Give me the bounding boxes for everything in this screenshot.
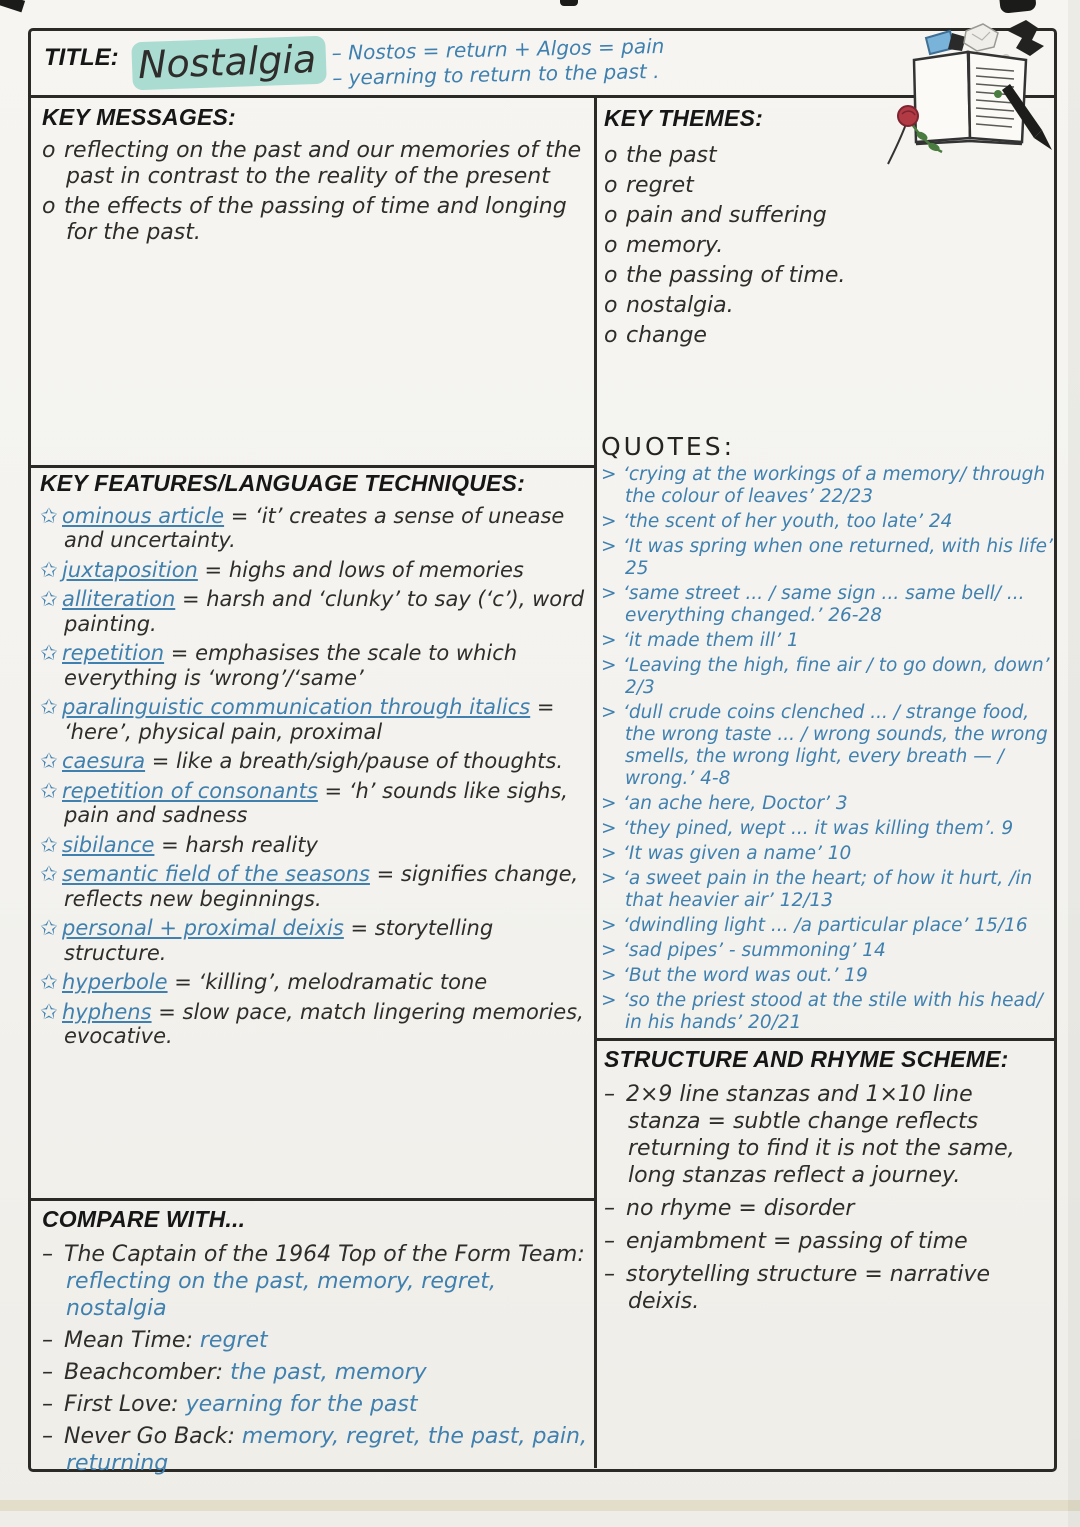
chevron-bullet-icon: >	[601, 511, 617, 532]
poem-title: Nostalgia	[131, 37, 327, 88]
quote-item: > ‘so the priest stood at the stile with his head/ in his hands’ 20/21	[601, 990, 1043, 1033]
feature-item: ✩ alliteration = harsh and ‘clunky’ to say (‘c’), word painting.	[40, 587, 585, 636]
feature-item: ✩ hyperbole = ‘killing’, melodramatic tone	[40, 970, 488, 994]
list-item: – storytelling structure = narrative deixis.	[604, 1262, 991, 1314]
quote-item: > ‘they pined, wept ... it was killing them’. 9	[601, 818, 1014, 839]
feature-item: ✩ caesura = like a breath/sigh/pause of thoughts.	[40, 749, 564, 773]
star-bullet-icon: ✩	[40, 503, 58, 528]
quote-item: > ‘crying at the workings of a memory/ through the colour of leaves’ 22/23	[601, 464, 1046, 507]
list-item: o reflecting on the past and our memories of the past in contrast to the reality of the present	[42, 138, 582, 189]
quote-item: > ‘sad pipes’ - summoning’ 14	[601, 940, 886, 961]
star-bullet-icon: ✩	[40, 557, 58, 582]
feature-item: ✩ paralinguistic communication through italics = ‘here’, physical pain, proximal	[40, 695, 555, 744]
quotes-section	[601, 432, 1053, 1037]
dash-bullet-icon: –	[42, 1242, 53, 1267]
key-messages-heading: KEY MESSAGES:	[42, 104, 236, 130]
structure-section	[604, 1046, 1046, 1321]
list-item: o change	[604, 323, 707, 348]
scan-artifact	[999, 0, 1036, 14]
star-bullet-icon: ✩	[40, 587, 58, 611]
star-bullet-icon: ✩	[40, 999, 58, 1024]
quote-item: > ‘It was given a name’ 10	[601, 843, 852, 864]
key-messages-list	[42, 138, 590, 246]
quote-item: > ‘a sweet pain in the heart; of how it hurt, /in that heavier air’ 12/13	[601, 868, 1033, 911]
key-themes-heading: KEY THEMES:	[604, 105, 763, 131]
feature-item: ✩ hyphens = slow pace, match lingering memories, evocative.	[40, 999, 584, 1048]
dash-bullet-icon: –	[42, 1392, 53, 1417]
circle-bullet-icon: o	[604, 263, 618, 288]
title-section	[44, 33, 1004, 98]
feature-item: ✩ semantic field of the seasons = signifies change, reflects new beginnings.	[40, 862, 579, 911]
dash-bullet-icon: –	[604, 1229, 615, 1254]
column-divider-line	[594, 95, 597, 1468]
compare-section	[42, 1206, 592, 1482]
star-bullet-icon: ✩	[40, 862, 58, 886]
chevron-bullet-icon: >	[601, 965, 617, 986]
feature-item: ✩ ominous article = ‘it’ creates a sense of unease and uncertainty.	[40, 503, 565, 552]
quote-item: > ‘dull crude coins clenched ... / strange food, the wrong taste ... / wrong sounds, the wrong smells, the wrong light, every breath — / wrong.’ 4-8	[601, 702, 1048, 789]
chevron-bullet-icon: >	[601, 843, 617, 864]
chevron-bullet-icon: >	[601, 915, 617, 936]
star-bullet-icon: ✩	[40, 916, 58, 940]
list-item: o nostalgia.	[604, 293, 734, 318]
title-annotation-line: – Nostos = return + Algos = pain	[331, 33, 665, 65]
circle-bullet-icon: o	[604, 143, 618, 168]
chevron-bullet-icon: >	[601, 464, 617, 485]
left-divider-line-1	[28, 465, 596, 468]
chevron-bullet-icon: >	[601, 583, 617, 604]
key-features-heading: KEY FEATURES/LANGUAGE TECHNIQUES:	[40, 470, 525, 496]
list-item: – 2×9 line stanzas and 1×10 line stanza = subtle change reflects returning to find it is not the same, long stanzas reflect a journey.	[604, 1082, 1015, 1188]
list-item: o the passing of time.	[604, 263, 846, 288]
list-item: o regret	[604, 173, 694, 198]
quote-item: > ‘It was spring when one returned, with his life’ 25	[601, 536, 1053, 579]
star-bullet-icon: ✩	[40, 749, 58, 773]
circle-bullet-icon: o	[604, 323, 618, 348]
quote-item: > ‘Leaving the high, fine air / to go down, down’ 2/3	[601, 655, 1050, 698]
key-features-section	[40, 471, 590, 1054]
compare-item: – Never Go Back: memory, regret, the past, pain, returning	[42, 1424, 587, 1476]
dash-bullet-icon: –	[604, 1262, 615, 1287]
chevron-bullet-icon: >	[601, 990, 617, 1011]
title-annotation-line: – yearning to return to the past .	[332, 58, 660, 90]
star-bullet-icon: ✩	[40, 778, 58, 803]
left-divider-line-2	[28, 1198, 596, 1201]
chevron-bullet-icon: >	[601, 793, 617, 814]
feature-item: ✩ personal + proximal deixis = storytelling structure.	[40, 916, 494, 965]
compare-item: – Beachcomber: the past, memory	[42, 1360, 427, 1385]
key-messages-section	[42, 104, 590, 250]
compare-list	[42, 1241, 592, 1477]
dash-bullet-icon: –	[42, 1328, 53, 1353]
quotes-heading: QUOTES:	[601, 432, 736, 461]
feature-item: ✩ repetition of consonants = ‘h’ sounds like sighs, pain and sadness	[40, 778, 568, 827]
book-rose-pen-doodle-icon	[886, 18, 1058, 166]
compare-heading: COMPARE WITH...	[42, 1206, 246, 1232]
feature-item: ✩ repetition = emphasises the scale to which everything is ‘wrong’/‘same’	[40, 641, 518, 690]
dash-bullet-icon: –	[604, 1196, 615, 1221]
chevron-bullet-icon: >	[601, 536, 617, 557]
structure-list	[604, 1081, 1046, 1315]
list-item: o the effects of the passing of time and longing for the past.	[42, 194, 567, 245]
key-features-list	[40, 504, 590, 1049]
feature-item: ✩ sibilance = harsh reality	[40, 832, 318, 857]
compare-item: – The Captain of the 1964 Top of the Form Team: reflecting on the past, memory, regret, nostalgia	[42, 1242, 585, 1321]
key-themes-list	[604, 141, 1044, 350]
circle-bullet-icon: o	[42, 194, 56, 219]
compare-item: – Mean Time: regret	[42, 1328, 268, 1353]
quote-item: > ‘an ache here, Doctor’ 3	[601, 793, 848, 814]
list-item: o the past	[604, 143, 717, 168]
dash-bullet-icon: –	[42, 1424, 53, 1449]
dash-bullet-icon: –	[42, 1360, 53, 1385]
scan-artifact	[0, 1500, 1080, 1511]
scan-artifact	[1068, 0, 1080, 1527]
list-item: o pain and suffering	[604, 203, 827, 228]
star-bullet-icon: ✩	[40, 970, 58, 994]
list-item: – no rhyme = disorder	[604, 1196, 855, 1221]
title-annotations	[332, 31, 793, 91]
star-bullet-icon: ✩	[40, 832, 58, 857]
chevron-bullet-icon: >	[601, 940, 617, 961]
circle-bullet-icon: o	[604, 233, 618, 258]
right-divider-line-1	[594, 1038, 1054, 1041]
dash-bullet-icon: –	[604, 1082, 615, 1107]
quote-item: > ‘dwindling light ... /a particular place’ 15/16	[601, 915, 1028, 936]
circle-bullet-icon: o	[604, 173, 618, 198]
quote-item: > ‘the scent of her youth, too late’ 24	[601, 511, 953, 532]
scan-artifact	[0, 0, 25, 12]
quote-item: > ‘But the word was out.’ 19	[601, 965, 868, 986]
title-label: TITLE:	[44, 44, 119, 71]
structure-heading: STRUCTURE AND RHYME SCHEME:	[604, 1046, 1009, 1072]
circle-bullet-icon: o	[604, 203, 618, 228]
chevron-bullet-icon: >	[601, 702, 617, 723]
quote-item: > ‘same street ... / same sign ... same bell/ ... everything changed.’ 26-28	[601, 583, 1025, 626]
list-item: o memory.	[604, 233, 724, 258]
circle-bullet-icon: o	[42, 138, 56, 163]
chevron-bullet-icon: >	[601, 818, 617, 839]
chevron-bullet-icon: >	[601, 868, 617, 889]
quote-item: > ‘it made them ill’ 1	[601, 630, 799, 651]
scan-artifact	[560, 0, 578, 6]
star-bullet-icon: ✩	[40, 695, 58, 719]
star-bullet-icon: ✩	[40, 641, 58, 665]
compare-item: – First Love: yearning for the past	[42, 1392, 418, 1417]
quotes-list	[601, 464, 1053, 1034]
chevron-bullet-icon: >	[601, 630, 617, 651]
chevron-bullet-icon: >	[601, 655, 617, 676]
circle-bullet-icon: o	[604, 293, 618, 318]
list-item: – enjambment = passing of time	[604, 1229, 968, 1254]
feature-item: ✩ juxtaposition = highs and lows of memories	[40, 557, 524, 582]
